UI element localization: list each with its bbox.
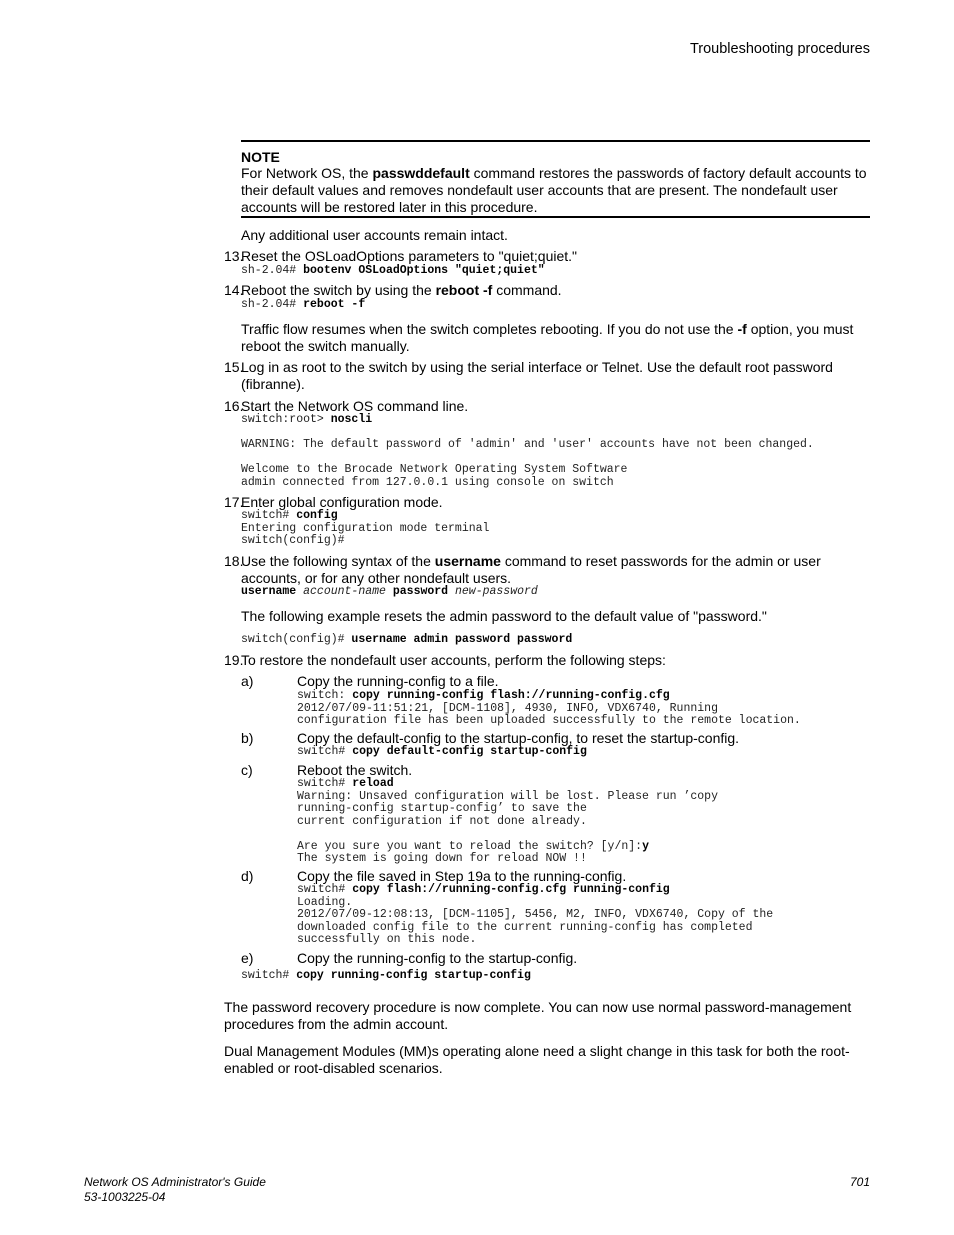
step-13-code: sh-2.04# bootenv OSLoadOptions "quiet;quiet" xyxy=(241,264,545,277)
substep-c-label: c) xyxy=(241,762,253,778)
step-14-text: Reboot the switch by using the reboot -f command. xyxy=(241,282,562,298)
closing-para-1: The password recovery procedure is now complete. You can now use normal password-management procedures from the admin account. xyxy=(224,999,852,1032)
note-text: For Network OS, the passwddefault command restores the passwords of factory default accounts to their default values and removes nondefault user accounts that are present. The nondefault user accounts will be restored later in this procedure. xyxy=(241,165,867,215)
footer-doc-number: 53-1003225-04 xyxy=(84,1190,166,1204)
substep-e-text: Copy the running-config to the startup-config. xyxy=(297,950,578,966)
step-16-text: Start the Network OS command line. xyxy=(241,398,469,414)
step-17-number: 17. xyxy=(224,494,244,510)
substep-e-label: e) xyxy=(241,950,254,966)
step-18-syntax: username account-name password new-password xyxy=(241,585,538,598)
step-15-text: Log in as root to the switch by using the serial interface or Telnet. Use the default root password (fibranne). xyxy=(241,359,833,392)
step-17-code: switch# config Entering configuration mode terminal switch(config)# xyxy=(241,509,490,547)
note-bottom-rule xyxy=(241,216,870,218)
substep-a-text: Copy the running-config to a file. xyxy=(297,673,499,689)
substep-d-code: switch# copy flash://running-config.cfg running-config Loading. 2012/07/09-12:08:13, [DCM-1105], 5456, M2, INFO, VDX6740, Copy of the downloaded config file to the current running-config has completed successfully on this node. xyxy=(297,883,774,946)
step-18-example-code: switch(config)# username admin password password xyxy=(241,633,573,646)
substep-d-text: Copy the file saved in Step 19a to the running-config. xyxy=(297,868,627,884)
footer-title: Network OS Administrator's Guide xyxy=(84,1175,266,1189)
step-18-example-text: The following example resets the admin password to the default value of "password." xyxy=(241,608,767,624)
step-14-number: 14. xyxy=(224,282,244,298)
step-13-text: Reset the OSLoadOptions parameters to "quiet;quiet." xyxy=(241,248,578,264)
note-label: NOTE xyxy=(241,149,280,165)
step-13-number: 13. xyxy=(224,248,244,264)
running-header: Troubleshooting procedures xyxy=(689,41,870,57)
substep-c-code: switch# reload Warning: Unsaved configuration will be lost. Please run ’copy running-config startup-config’ to save the current configuration if not done already. Are you sure you want to reload the switch? [y/n]:y The system is going down for reload NOW !! xyxy=(297,777,718,865)
step-17-text: Enter global configuration mode. xyxy=(241,494,443,510)
substep-b-label: b) xyxy=(241,730,254,746)
note-top-rule xyxy=(241,140,870,142)
substep-a-label: a) xyxy=(241,673,254,689)
substep-b-code: switch# copy default-config startup-config xyxy=(297,745,587,758)
footer-page-number: 701 xyxy=(849,1175,870,1189)
substep-c-text: Reboot the switch. xyxy=(297,762,413,778)
closing-para-2: Dual Management Modules (MM)s operating alone need a slight change in this task for both the root-enabled or root-disabled scenarios. xyxy=(224,1043,850,1076)
step-18-text: Use the following syntax of the username command to reset passwords for the admin or user accounts, or for any other nondefault users. xyxy=(241,553,821,586)
step-14-code: sh-2.04# reboot -f xyxy=(241,298,366,311)
step-18-number: 18. xyxy=(224,553,244,569)
step-19-number: 19. xyxy=(224,652,244,668)
substep-b-text: Copy the default-config to the startup-config, to reset the startup-config. xyxy=(297,730,740,746)
substep-a-code: switch: copy running-config flash://running-config.cfg 2012/07/09-11:51:21, [DCM-1108], 4930, INFO, VDX6740, Running configuration file has been uploaded successfully to the remote location. xyxy=(297,689,801,727)
intro-text: Any additional user accounts remain intact. xyxy=(241,227,508,243)
step-19-text: To restore the nondefault user accounts, perform the following steps: xyxy=(241,652,666,668)
step-14-para: Traffic flow resumes when the switch completes rebooting. If you do not use the -f option, you must reboot the switch manually. xyxy=(241,321,854,354)
step-16-number: 16. xyxy=(224,398,244,414)
step-16-code: switch:root> noscli WARNING: The default password of 'admin' and 'user' accounts have not been changed. Welcome to the Brocade Network Operating System Software admin connected from 127.0.0.1 using console on switch xyxy=(241,413,814,489)
substep-d-label: d) xyxy=(241,868,254,884)
substep-e-code: switch# copy running-config startup-config xyxy=(241,969,531,982)
step-15-number: 15. xyxy=(224,359,244,375)
